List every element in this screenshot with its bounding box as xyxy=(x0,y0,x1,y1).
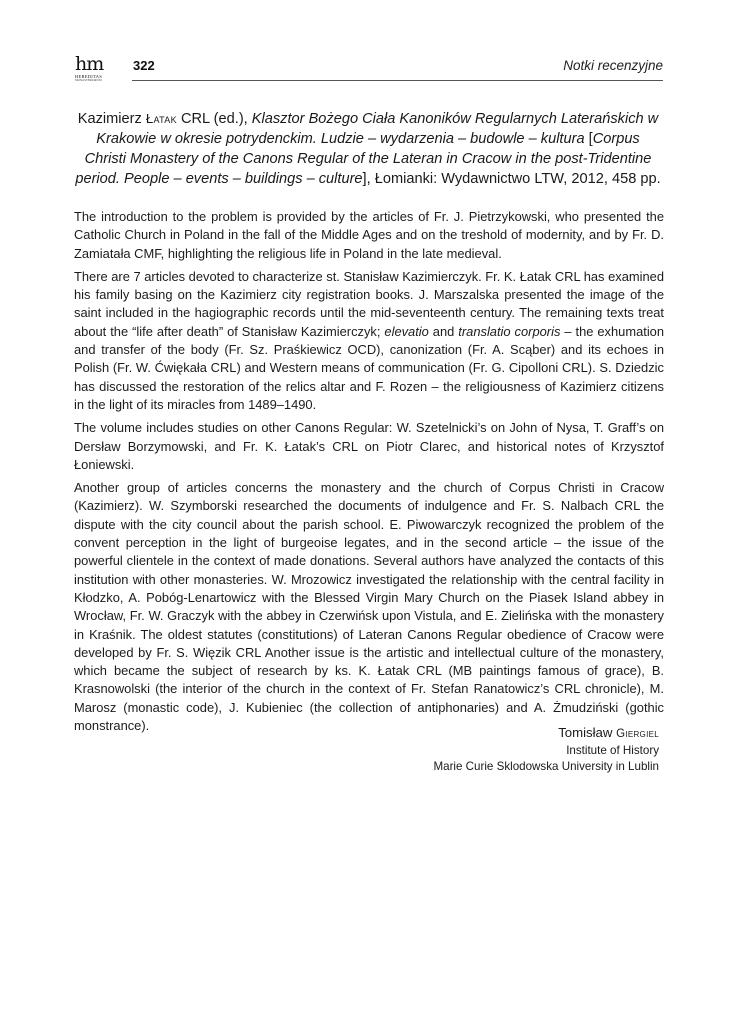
page-number: 322 xyxy=(133,58,155,73)
logo-text-line2: MONASTERIORUM xyxy=(75,78,102,82)
book-title-english: Corpus Christi Monastery of the Canons Regular of the Lateran in Cracow in the post-Tridentine period. People – events – buildings – culture xyxy=(75,131,652,187)
paragraph-2-text-c: – the exhumation and transfer of the body (Fr. Sz. Praśkiewicz OCD), canonization (Fr. A. Scąber) and its echoes in Polish (Fr. W. Ćwiękała CRL) and Western means of communication (Fr. G. Cipolloni CRL). S. Dziedzic has discussed the restoration of the relics altar and F. Rozen – the religiousness of Kazimierz citizens in the light of its miracles from 1489–1490. xyxy=(74,323,665,412)
reviewer-last-name: Giergiel xyxy=(616,728,659,740)
book-title-polish: Klasztor Bożego Ciała Kanoników Regularnych Laterańskich w Krakowie w okresie potrydenckim. Ludzie – wydarzenia – budowle – kultura xyxy=(96,111,659,147)
reviewer-affiliation-2: Marie Curie Sklodowska University in Lublin xyxy=(433,760,659,773)
reviewer-first-name: Tomisław xyxy=(558,725,617,740)
author-last-name: Łatak xyxy=(145,111,177,126)
review-body xyxy=(74,208,664,740)
reviewer-signature xyxy=(433,724,659,775)
logo-text-line1: HEREDITAS xyxy=(75,74,102,79)
paragraph-2-text-b: and xyxy=(428,323,459,339)
reviewer-affiliation-1: Institute of History xyxy=(566,744,659,757)
bracket-open: [ xyxy=(584,131,593,147)
paragraph-1: The introduction to the problem is provided by the articles of Fr. J. Pietrzykowski, who presented the Catholic Church in Poland in the fall of the Middle Ages and on the treshold of modernity, and by Fr. D. Zamiatała CMF, highlighting the religious life in Poland in the late medieval. xyxy=(74,209,664,261)
publication-info: ], Łomianki: Wydawnictwo LTW, 2012, 458 pp. xyxy=(362,171,661,187)
author-first-name: Kazimierz xyxy=(77,111,146,127)
journal-logo xyxy=(75,53,115,82)
paragraph-2-text-a: There are 7 articles devoted to characterize st. Stanisław Kazimierczyk. Fr. K. Łatak CRL has examined his family basing on the Kazimierz city registration books. J. Marszalska presented the image of the saint included in the hagiographic records until the mid-seventeenth century. The remaining texts treat about the “life after death” of Stanisław Kazimierczyk; xyxy=(74,268,664,339)
reviewer-name xyxy=(433,724,659,743)
author-suffix: CRL (ed.), xyxy=(176,111,252,127)
paragraph-2-italic-b: translatio corporis xyxy=(458,323,561,339)
paragraph-2-italic-a: elevatio xyxy=(384,323,429,339)
running-head: Notki recenzyjne xyxy=(563,58,663,73)
paragraph-2 xyxy=(74,268,664,414)
paragraph-4: Another group of articles concerns the monastery and the church of Corpus Christi in Cracow (Kazimierz). W. Szymborski researched the documents of indulgence and Fr. S. Nalbach CRL the dispute with the city council about the parish school. E. Piwowarczyk recognized the problem of the convent perception in the light of burgeoise legates, and in the second article – the issue of the powerful clientele in the context of made donations. Several authors have analyzed the contacts of this institution with other monasteries. W. Mrozowicz investigated the relationship with the central facility in Kłodzko, A. Pobóg-Lenartowicz with the Blessed Virgin Mary Church on the Piasek Island abbey in Wrocław, Fr. W. Graczyk with the abbey in Czerwińsk upon Vistula, and E. Zielińska with the monastery in Kraśnik. The oldest statutes (constitutions) of Lateran Canons Regular obedience of Cracow were developed by Fr. S. Więzik CRL Another issue is the artistic and intellectual culture of the monastery, which became the subject of research by ks. K. Łatak CRL (MB paintings famous of grace), B. Krasnowolski (the interior of the church in the context of Fr. Stefan Ranatowicz’s CRL chronicle), M. Marosz (monastic code), J. Kubieniec (the collection of antiphonaries) and A. Żmudziński (gothic monstrance). xyxy=(74,480,664,734)
logo-mark: hm xyxy=(75,53,104,75)
paragraph-3: The volume includes studies on other Canons Regular: W. Szetelnicki’s on John of Nysa, T. Graff’s on Dersław Borzymowski, and Fr. K. Łatak’s CRL on Piotr Clarec, and historical notes of Krzysztof Łoniewski. xyxy=(74,420,664,472)
header-rule xyxy=(132,80,663,81)
book-citation xyxy=(74,109,662,189)
